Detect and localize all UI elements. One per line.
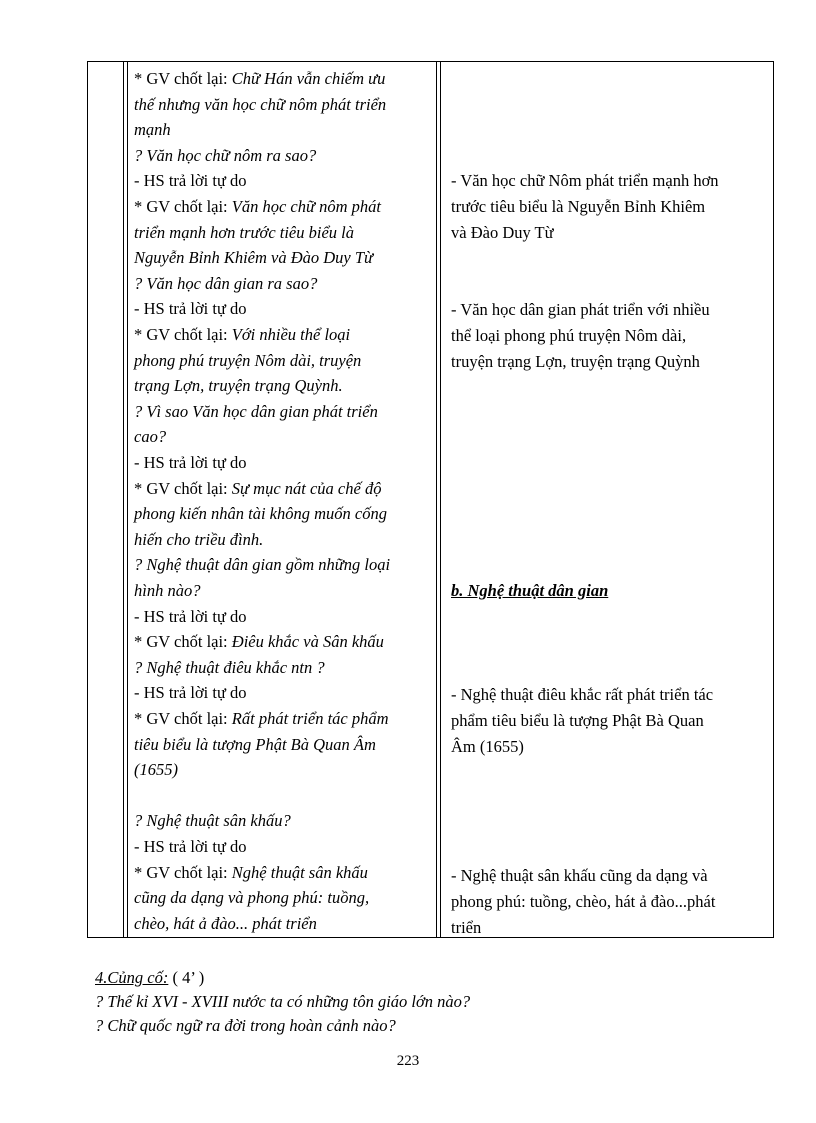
activity-label: * GV chốt lại: (134, 709, 232, 728)
activity-label: - HS trả lời tự do (134, 837, 247, 856)
activity-label: - HS trả lời tự do (134, 453, 247, 472)
activity-line (134, 322, 350, 347)
lesson-table (87, 61, 774, 938)
activity-text: Chữ Hán vẫn chiếm ưu (231, 69, 386, 88)
activity-text: thế nhưng văn học chữ nôm phát triển (134, 94, 387, 114)
activity-line (134, 424, 166, 449)
activity-line (134, 808, 291, 833)
activity-line (134, 296, 247, 321)
content-line: truyện trạng Lợn, truyện trạng Quỳnh (451, 352, 700, 371)
activity-line (134, 501, 387, 526)
activity-label: * GV chốt lại: (134, 325, 232, 344)
activity-line (134, 92, 386, 117)
activity-text: mạnh (134, 120, 171, 140)
activity-label: - HS trả lời tự do (134, 683, 247, 703)
activity-line (134, 885, 369, 910)
index-column (88, 62, 128, 937)
activity-text: phong kiến nhân tài không muốn cống (134, 504, 387, 524)
content-line: Âm (1655) (451, 737, 524, 756)
activity-line (134, 834, 247, 859)
activity-line (134, 680, 247, 705)
activity-text: ? Nghệ thuật dân gian gồm những loại (134, 555, 391, 575)
content-line: - Nghệ thuật sân khấu cũng da dạng và (451, 866, 708, 885)
activity-text: ? Nghệ thuật điêu khắc ntn ? (134, 657, 325, 677)
content-line: thể loại phong phú truyện Nôm dài, (451, 326, 687, 345)
activity-line (134, 373, 343, 398)
activity-text: trạng Lợn, truyện trạng Quỳnh. (134, 376, 343, 396)
activity-text: ? Nghệ thuật sân khấu? (134, 811, 291, 831)
activity-text: tiêu biểu là tượng Phật Bà Quan Âm (134, 734, 376, 754)
activity-text: phong phú truyện Nôm dài, truyện (134, 350, 362, 370)
activity-line (134, 578, 200, 603)
consolidation-title: 4.Củng cố: (95, 968, 169, 987)
activity-line (134, 143, 316, 168)
content-line: trước tiêu biểu là Nguyễn Bỉnh Khiêm (451, 197, 706, 216)
activity-label: - HS trả lời tự do (134, 606, 247, 626)
activity-line (134, 860, 368, 885)
activity-text: Nguyễn Bỉnh Khiêm và Đào Duy Từ (134, 248, 374, 268)
activity-text: (1655) (134, 760, 178, 780)
activity-line (134, 911, 317, 936)
activity-text: Điêu khắc và Sân khấu (231, 632, 384, 652)
activity-text: Văn học chữ nôm phát (231, 197, 382, 216)
activity-label: - HS trả lời tự do (134, 299, 247, 319)
activity-line (134, 194, 381, 219)
activity-label: * GV chốt lại: (134, 69, 232, 88)
activity-text: ? Văn học chữ nôm ra sao? (134, 145, 317, 165)
activity-text: hiến cho triều đình. (134, 529, 264, 549)
consolidation-heading (95, 965, 204, 990)
activity-text: triển mạnh hơn trước tiêu biểu là (134, 222, 355, 242)
activity-line (134, 245, 373, 270)
activity-label: * GV chốt lại: (134, 632, 232, 652)
activity-text: ? Văn học dân gian ra sao? (134, 273, 318, 293)
activity-line (134, 655, 325, 680)
activity-line (134, 66, 385, 91)
content-line: triển (451, 918, 482, 937)
activity-line (134, 527, 263, 552)
activity-text: Sự mục nát của chế độ (231, 478, 382, 498)
activity-line (134, 117, 171, 142)
content-line: phong phú: tuồng, chèo, hát ả đào...phát (451, 892, 716, 911)
activity-text: chèo, hát ả đào... phát triển (134, 913, 317, 933)
content-line: phẩm tiêu biểu là tượng Phật Bà Quan (451, 711, 704, 730)
activity-line (134, 757, 178, 782)
activity-label: * GV chốt lại: (134, 478, 232, 498)
activity-text: cũng da dạng và phong phú: tuồng, (134, 888, 370, 908)
activity-line (134, 552, 390, 577)
content-line: - Nghệ thuật điêu khắc rất phát triển tác (451, 685, 714, 704)
activity-text: ? Vì sao Văn học dân gian phát triển (134, 401, 378, 421)
activity-line (134, 450, 247, 475)
activity-column (128, 62, 441, 937)
activity-line (134, 348, 361, 373)
section-heading: b. Nghệ thuật dân gian (451, 581, 609, 600)
activity-line (134, 604, 247, 629)
activity-text: cao? (134, 427, 167, 447)
consolidation-time: ( 4’ ) (168, 968, 205, 987)
activity-line (134, 476, 381, 501)
content-line: - Văn học dân gian phát triển với nhiều (451, 300, 710, 319)
review-question: ? Chữ quốc ngữ ra đời trong hoàn cảnh nào? (95, 1016, 396, 1035)
activity-line (134, 399, 378, 424)
activity-line (134, 271, 317, 296)
activity-line (134, 629, 384, 654)
page-number: 223 (396, 1053, 420, 1069)
content-column (441, 62, 773, 937)
activity-line (134, 706, 389, 731)
activity-label: - HS trả lời tự do (134, 171, 247, 191)
activity-label: * GV chốt lại: (134, 862, 232, 882)
activity-line (134, 220, 354, 245)
activity-label: * GV chốt lại: (134, 197, 232, 216)
activity-text: hình nào? (134, 581, 201, 600)
activity-text: Rất phát triển tác phẩm (231, 709, 389, 728)
activity-line (134, 732, 376, 757)
activity-text: Nghệ thuật sân khấu (231, 862, 368, 882)
content-line: và Đào Duy Từ (451, 223, 554, 242)
content-line: - Văn học chữ Nôm phát triển mạnh hơn (451, 171, 719, 190)
review-question: ? Thế kỉ XVI - XVIII nước ta có những tôn giáo lớn nào? (95, 992, 471, 1011)
activity-text: Với nhiều thể loại (231, 325, 351, 344)
activity-line (134, 168, 247, 193)
